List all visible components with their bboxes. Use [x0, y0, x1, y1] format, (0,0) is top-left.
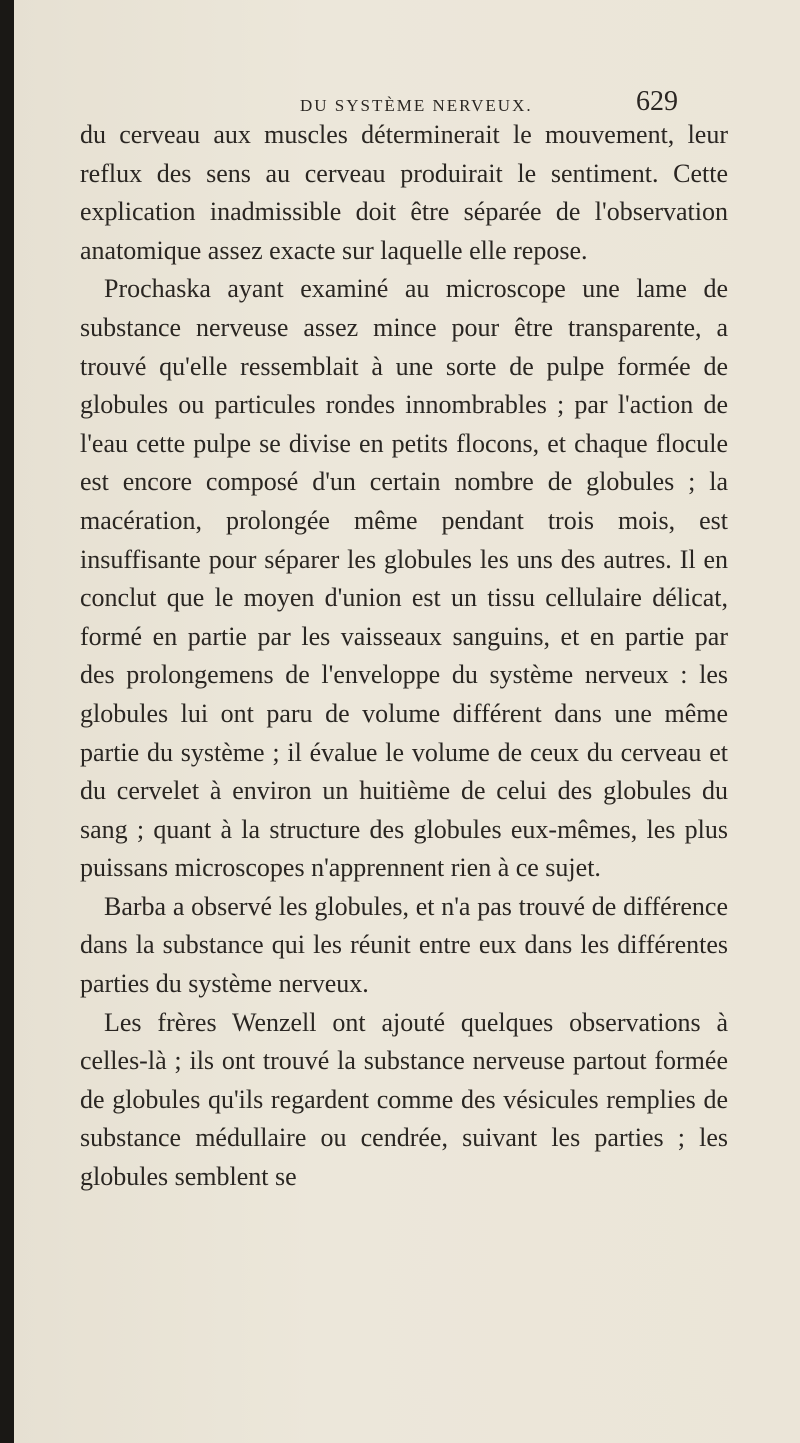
paragraph: Prochaska ayant examiné au microscope une lame de substance nerveuse assez mince pour être transparente, a trouvé qu'elle ressemblait à une sorte de pulpe formée de globules ou particules rondes innombrables ; par l'action de l'eau cette pulpe se divise en petits flocons, et chaque flocule est encore composé d'un certain nombre de globules ; la macération, prolongée même pendant trois mois, est insuffisante pour séparer les globules les uns des autres. Il en conclut que le moyen d'union est un tissu cellulaire délicat, formé en partie par les vaisseaux sanguins, et en partie par des prolongemens de l'enveloppe du système nerveux : les globules lui ont paru de volume différent dans une même partie du système ; il évalue le volume de ceux du cerveau et du cervelet à environ un huitième de celui des globules du sang ; quant à la structure des globules eux-mêmes, les plus puissans microscopes n'apprennent rien à ce sujet. — [80, 274, 728, 883]
paragraph: du cerveau aux muscles déterminerait le mouvement, leur reflux des sens au cerveau produirait le sentiment. Cette explication inadmissible doit être séparée de l'observation anatomique assez exacte sur laquelle elle repose. — [80, 120, 728, 265]
running-head: DU SYSTÈME NERVEUX. — [300, 96, 533, 115]
paragraph: Les frères Wenzell ont ajouté quelques observations à celles-là ; ils ont trouvé la substance nerveuse partout formée de globules qu'ils regardent comme des vésicules remplies de substance médullaire ou cendrée, suivant les parties ; les globules semblent se — [80, 1007, 728, 1192]
paragraph: Barba a observé les globules, et n'a pas trouvé de différence dans la substance qui les réunit entre eux dans les différentes parties du système nerveux. — [80, 891, 728, 999]
book-spine-shadow — [0, 0, 14, 1443]
body-text — [80, 116, 728, 1197]
page-number: 629 — [636, 86, 678, 117]
